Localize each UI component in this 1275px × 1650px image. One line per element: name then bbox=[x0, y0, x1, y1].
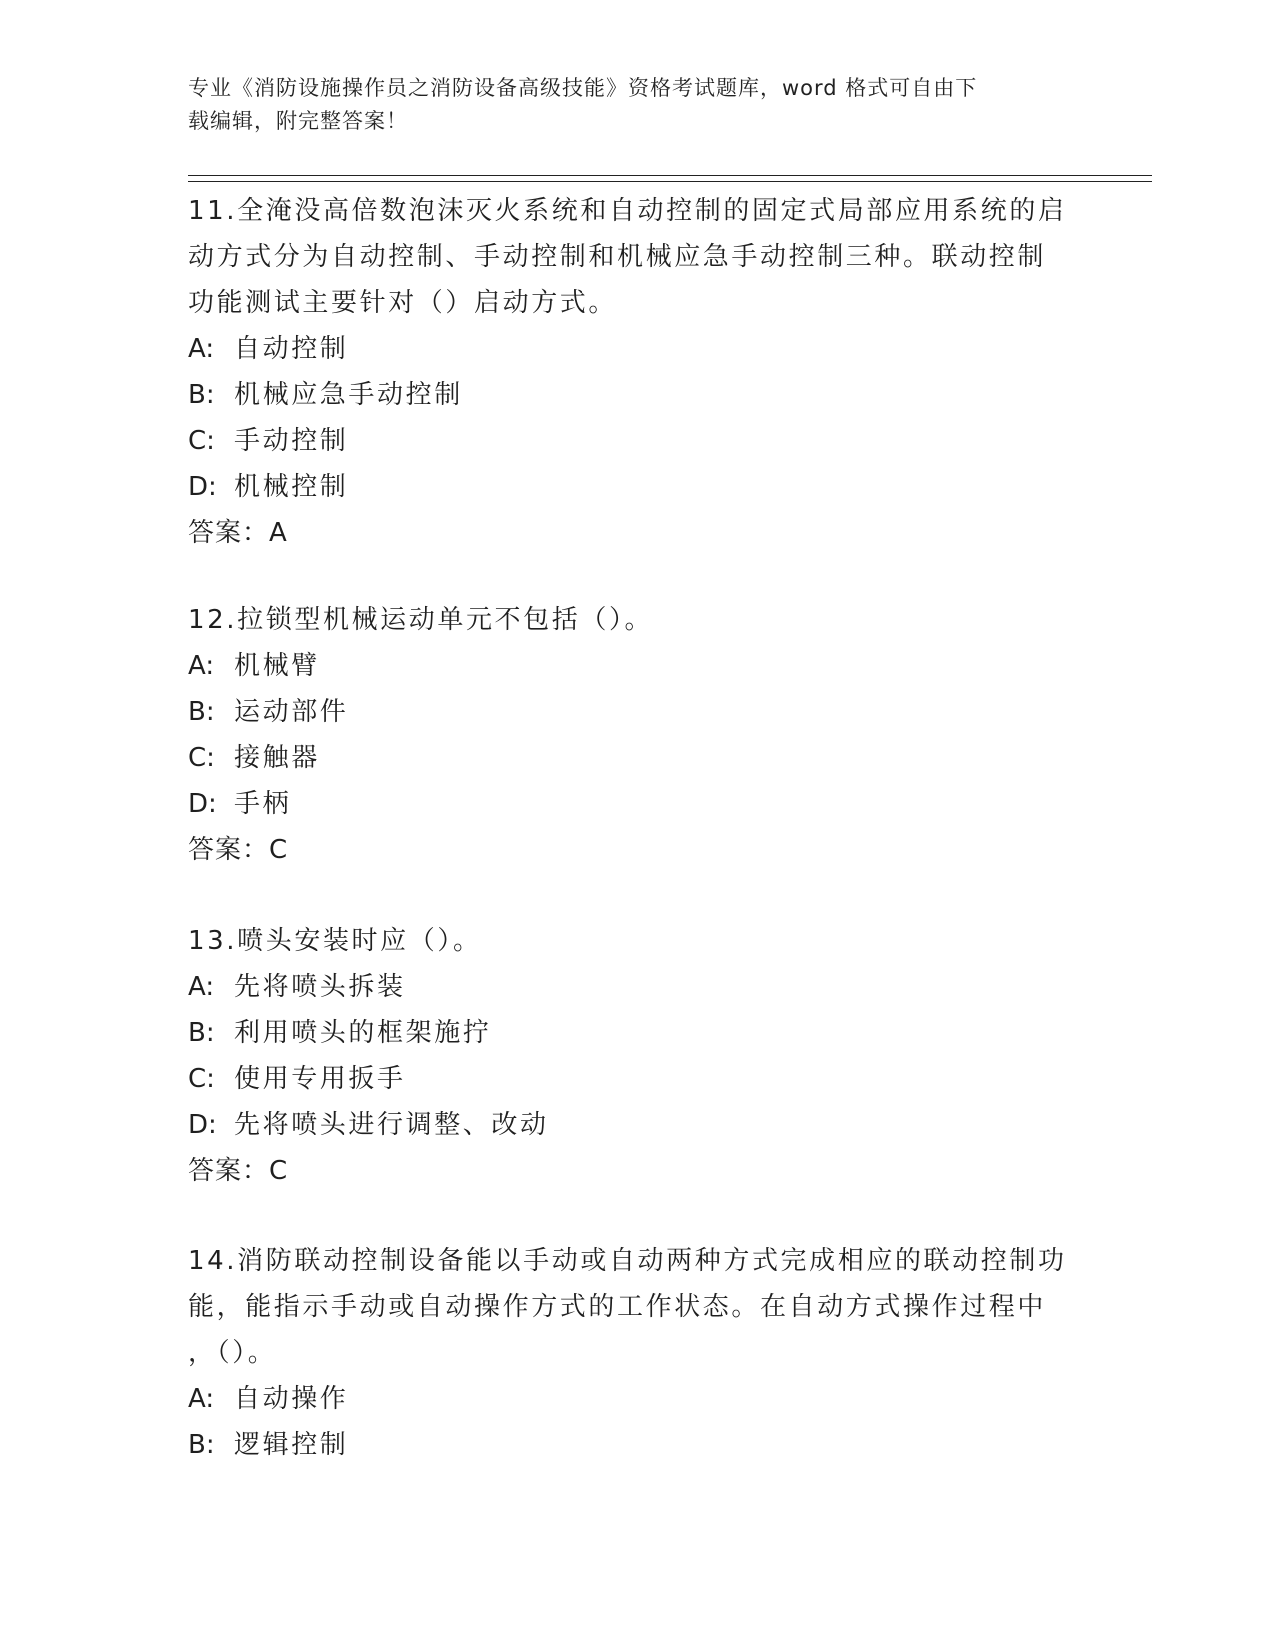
option-letter: B: bbox=[188, 1430, 215, 1460]
option-b bbox=[188, 1422, 1088, 1468]
question-13 bbox=[188, 918, 1088, 1194]
option-d bbox=[188, 781, 1088, 827]
option-text: 逻辑控制 bbox=[234, 1430, 349, 1460]
option-letter: B: bbox=[188, 380, 215, 410]
option-text: 利用喷头的框架施拧 bbox=[234, 1018, 492, 1048]
option-text: 使用专用扳手 bbox=[234, 1064, 406, 1094]
header-line-2: 载编辑，附完整答案！ bbox=[188, 109, 408, 133]
option-c bbox=[188, 1056, 1088, 1102]
option-letter: A: bbox=[188, 1384, 215, 1414]
question-stem-line: ，（）。 bbox=[188, 1338, 277, 1368]
option-d bbox=[188, 464, 1088, 510]
option-text: 自动控制 bbox=[234, 334, 349, 364]
question-stem-line: 12.拉锁型机械运动单元不包括（）。 bbox=[188, 605, 654, 635]
option-b bbox=[188, 689, 1088, 735]
option-letter: D: bbox=[188, 789, 217, 819]
option-text: 自动操作 bbox=[234, 1384, 349, 1414]
question-stem-line: 功能测试主要针对（）启动方式。 bbox=[188, 288, 618, 318]
question-12 bbox=[188, 597, 1088, 873]
option-b bbox=[188, 372, 1088, 418]
option-text: 先将喷头拆装 bbox=[234, 972, 406, 1002]
question-stem-line: 能，能指示手动或自动操作方式的工作状态。在自动方式操作过程中 bbox=[188, 1292, 1047, 1322]
header-divider-top bbox=[188, 175, 1152, 176]
option-text: 机械臂 bbox=[234, 651, 320, 681]
option-letter: A: bbox=[188, 651, 215, 681]
document-header bbox=[188, 72, 1068, 138]
option-letter: C: bbox=[188, 426, 215, 456]
option-text: 机械控制 bbox=[234, 472, 349, 502]
option-letter: C: bbox=[188, 1064, 215, 1094]
option-letter: D: bbox=[188, 472, 217, 502]
option-text: 手动控制 bbox=[234, 426, 349, 456]
option-letter: D: bbox=[188, 1110, 217, 1140]
option-b bbox=[188, 1010, 1088, 1056]
option-c bbox=[188, 735, 1088, 781]
option-text: 接触器 bbox=[234, 743, 320, 773]
question-stem-line: 14.消防联动控制设备能以手动或自动两种方式完成相应的联动控制功 bbox=[188, 1246, 1067, 1276]
header-line-1: 专业《消防设施操作员之消防设备高级技能》资格考试题库，word 格式可自由下 bbox=[188, 76, 978, 100]
option-letter: A: bbox=[188, 972, 215, 1002]
question-stem-line: 11.全淹没高倍数泡沫灭火系统和自动控制的固定式局部应用系统的启 bbox=[188, 196, 1067, 226]
option-a bbox=[188, 964, 1088, 1010]
option-letter: C: bbox=[188, 743, 215, 773]
option-a bbox=[188, 1376, 1088, 1422]
header-divider-bottom bbox=[188, 181, 1152, 182]
option-text: 运动部件 bbox=[234, 697, 349, 727]
option-letter: B: bbox=[188, 1018, 215, 1048]
option-d bbox=[188, 1102, 1088, 1148]
answer-line: 答案：A bbox=[188, 518, 288, 548]
question-stem-line: 动方式分为自动控制、手动控制和机械应急手动控制三种。联动控制 bbox=[188, 242, 1047, 272]
answer-line: 答案：C bbox=[188, 835, 289, 865]
option-letter: B: bbox=[188, 697, 215, 727]
question-stem-line: 13.喷头安装时应（）。 bbox=[188, 926, 482, 956]
question-11 bbox=[188, 188, 1088, 556]
option-c bbox=[188, 418, 1088, 464]
option-a bbox=[188, 326, 1088, 372]
option-letter: A: bbox=[188, 334, 215, 364]
question-14 bbox=[188, 1238, 1088, 1468]
option-text: 手柄 bbox=[234, 789, 292, 819]
option-a bbox=[188, 643, 1088, 689]
option-text: 机械应急手动控制 bbox=[234, 380, 463, 410]
answer-line: 答案：C bbox=[188, 1156, 289, 1186]
option-text: 先将喷头进行调整、改动 bbox=[234, 1110, 549, 1140]
